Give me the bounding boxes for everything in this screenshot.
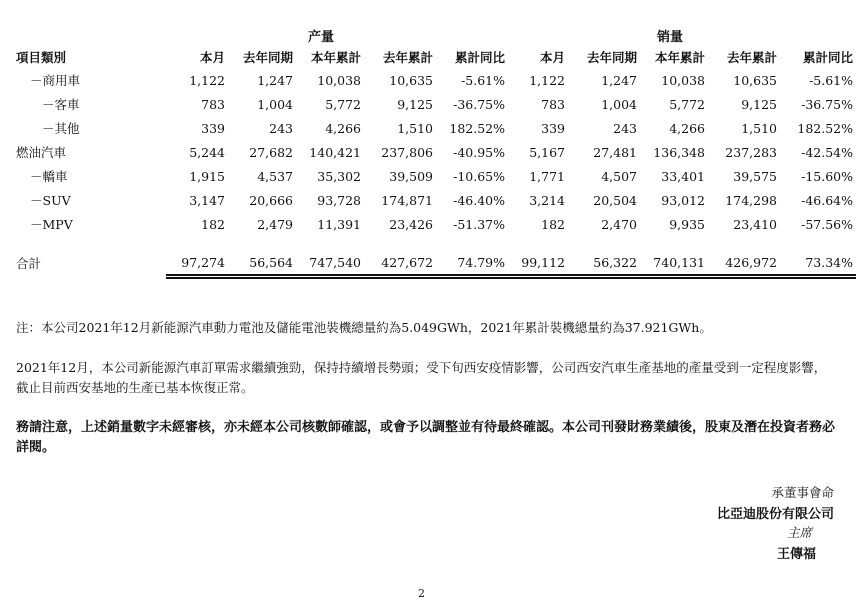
column-header: 本年累計 bbox=[310, 50, 361, 65]
sales-cell: 3,214 bbox=[529, 192, 565, 208]
table-row bbox=[16, 68, 856, 92]
production-cell: 10,635 bbox=[389, 72, 433, 88]
total-sales-cell: 99,112 bbox=[508, 250, 568, 277]
table-row bbox=[16, 212, 856, 236]
production-cell: 93,728 bbox=[317, 192, 361, 208]
row-label: －MPV bbox=[30, 217, 73, 232]
production-cell: -40.95% bbox=[453, 144, 505, 160]
sales-cell: 243 bbox=[613, 120, 637, 136]
row-label: －其他 bbox=[42, 121, 80, 136]
table-row bbox=[16, 92, 856, 116]
production-cell: 182.52% bbox=[449, 120, 505, 136]
production-cell: 1,004 bbox=[257, 96, 293, 112]
total-production-cell: 427,672 bbox=[364, 250, 436, 277]
production-cell: 1,247 bbox=[257, 72, 293, 88]
signature-by-order: 承董事會命 bbox=[771, 485, 834, 500]
column-header: 去年累計 bbox=[726, 50, 777, 65]
sales-cell: 1,510 bbox=[741, 120, 777, 136]
sales-cell: 1,004 bbox=[601, 96, 637, 112]
production-cell: 182 bbox=[201, 216, 225, 232]
column-header: 累計同比 bbox=[454, 50, 505, 65]
production-cell: 783 bbox=[201, 96, 225, 112]
sales-cell: -36.75% bbox=[801, 96, 853, 112]
row-label: 燃油汽車 bbox=[16, 145, 67, 160]
total-sales-cell: 426,972 bbox=[708, 250, 780, 277]
column-header: 去年同期 bbox=[586, 50, 637, 65]
sales-cell: 20,504 bbox=[593, 192, 637, 208]
sales-cell: 174,298 bbox=[725, 192, 777, 208]
sales-cell: 4,266 bbox=[669, 120, 705, 136]
sales-cell: 27,481 bbox=[593, 144, 637, 160]
column-header: 累計同比 bbox=[802, 50, 853, 65]
production-group-header: 产量 bbox=[307, 30, 334, 45]
battery-installation-note: 注：本公司2021年12月新能源汽車動力電池及儲能電池裝機總量約為5.049GWh，2021年累計裝機總量約為37.921GWh。 bbox=[16, 320, 712, 335]
orders-and-production-note: 2021年12月，本公司新能源汽車訂單需求繼續強勁，保持持續增長勢頭；受下旬西安疫情影響，公司西安汽車生產基地的產量受到一定程度影響，截止目前西安基地的生產已基本恢復正常。 bbox=[16, 360, 827, 395]
production-cell: 10,038 bbox=[317, 72, 361, 88]
sales-cell: 4,507 bbox=[601, 168, 637, 184]
sales-cell: 339 bbox=[541, 120, 565, 136]
total-sales-cell: 73.34% bbox=[780, 250, 856, 277]
sales-cell: 33,401 bbox=[661, 168, 705, 184]
production-cell: -51.37% bbox=[453, 216, 505, 232]
column-header: 本月 bbox=[199, 50, 225, 65]
sales-cell: 39,575 bbox=[733, 168, 777, 184]
table-row bbox=[16, 188, 856, 212]
production-sales-table bbox=[16, 46, 856, 279]
table-spacer bbox=[16, 236, 856, 250]
unaudited-disclaimer: 務請注意，上述銷量數字未經審核，亦未經本公司核數師確認，或會予以調整並有待最終確認。本公司刊發財務業績後，股東及潛在投資者務必詳閱。 bbox=[16, 420, 836, 455]
row-label: －商用車 bbox=[30, 73, 81, 88]
total-label: 合計 bbox=[16, 256, 42, 272]
total-row bbox=[16, 250, 856, 277]
total-sales-cell: 740,131 bbox=[640, 250, 708, 277]
sales-cell: -42.54% bbox=[801, 144, 853, 160]
production-cell: 339 bbox=[201, 120, 225, 136]
sales-cell: -57.56% bbox=[801, 216, 853, 232]
sales-cell: 237,283 bbox=[725, 144, 777, 160]
sales-cell: 9,935 bbox=[669, 216, 705, 232]
production-cell: 5,772 bbox=[325, 96, 361, 112]
production-cell: 9,125 bbox=[397, 96, 433, 112]
table-row bbox=[16, 116, 856, 140]
sales-group-header: 销量 bbox=[656, 30, 683, 45]
production-cell: 20,666 bbox=[249, 192, 293, 208]
total-sales-cell: 56,322 bbox=[568, 250, 640, 277]
production-cell: 39,509 bbox=[389, 168, 433, 184]
production-cell: 4,266 bbox=[325, 120, 361, 136]
production-cell: 2,479 bbox=[257, 216, 293, 232]
sales-cell: 2,470 bbox=[601, 216, 637, 232]
production-cell: 1,915 bbox=[189, 168, 225, 184]
production-cell: 243 bbox=[269, 120, 293, 136]
production-cell: 1,510 bbox=[397, 120, 433, 136]
sales-cell: 5,772 bbox=[669, 96, 705, 112]
column-header: 去年同期 bbox=[242, 50, 293, 65]
sales-cell: 93,012 bbox=[661, 192, 705, 208]
total-production-cell: 56,564 bbox=[228, 250, 296, 277]
table-row bbox=[16, 164, 856, 188]
sales-cell: 1,122 bbox=[529, 72, 565, 88]
production-cell: -10.65% bbox=[453, 168, 505, 184]
sales-cell: 5,167 bbox=[529, 144, 565, 160]
sales-cell: 1,771 bbox=[529, 168, 565, 184]
sales-cell: -46.64% bbox=[801, 192, 853, 208]
signature-name: 王傳福 bbox=[776, 547, 816, 562]
page-number: 2 bbox=[418, 587, 425, 600]
production-cell: 5,244 bbox=[189, 144, 225, 160]
sales-cell: 182 bbox=[541, 216, 565, 232]
table-body bbox=[16, 68, 856, 277]
total-production-cell: 97,274 bbox=[166, 250, 228, 277]
column-header: 去年累計 bbox=[382, 50, 433, 65]
sales-cell: 136,348 bbox=[653, 144, 705, 160]
production-cell: 174,871 bbox=[381, 192, 433, 208]
sales-cell: -15.60% bbox=[801, 168, 853, 184]
sales-cell: 10,038 bbox=[661, 72, 705, 88]
production-cell: 11,391 bbox=[317, 216, 361, 232]
row-label: －轎車 bbox=[30, 169, 68, 184]
sales-cell: -5.61% bbox=[809, 72, 853, 88]
production-cell: 1,122 bbox=[189, 72, 225, 88]
table-row bbox=[16, 140, 856, 164]
production-cell: 35,302 bbox=[317, 168, 361, 184]
production-cell: 27,682 bbox=[249, 144, 293, 160]
row-label: －客車 bbox=[42, 97, 80, 112]
production-cell: 3,147 bbox=[189, 192, 225, 208]
sales-cell: 783 bbox=[541, 96, 565, 112]
signature-title: 主席 bbox=[786, 525, 812, 540]
sales-cell: 23,410 bbox=[733, 216, 777, 232]
production-cell: -36.75% bbox=[453, 96, 505, 112]
production-cell: 23,426 bbox=[389, 216, 433, 232]
row-label: －SUV bbox=[30, 193, 71, 208]
spacer-cell bbox=[16, 236, 856, 250]
production-cell: 237,806 bbox=[381, 144, 433, 160]
sales-cell: 1,247 bbox=[601, 72, 637, 88]
sales-cell: 9,125 bbox=[741, 96, 777, 112]
total-production-cell: 74.79% bbox=[436, 250, 508, 277]
total-production-cell: 747,540 bbox=[296, 250, 364, 277]
column-header: 本年累計 bbox=[654, 50, 705, 65]
production-cell: -46.40% bbox=[453, 192, 505, 208]
production-cell: 4,537 bbox=[257, 168, 293, 184]
sales-cell: 182.52% bbox=[797, 120, 853, 136]
column-header-category: 項目類別 bbox=[16, 50, 67, 65]
column-header: 本月 bbox=[539, 50, 565, 65]
production-cell: 140,421 bbox=[309, 144, 361, 160]
signature-company: 比亞迪股份有限公司 bbox=[716, 507, 834, 522]
sales-cell: 10,635 bbox=[733, 72, 777, 88]
production-cell: -5.61% bbox=[461, 72, 505, 88]
table-header-row bbox=[16, 46, 856, 68]
